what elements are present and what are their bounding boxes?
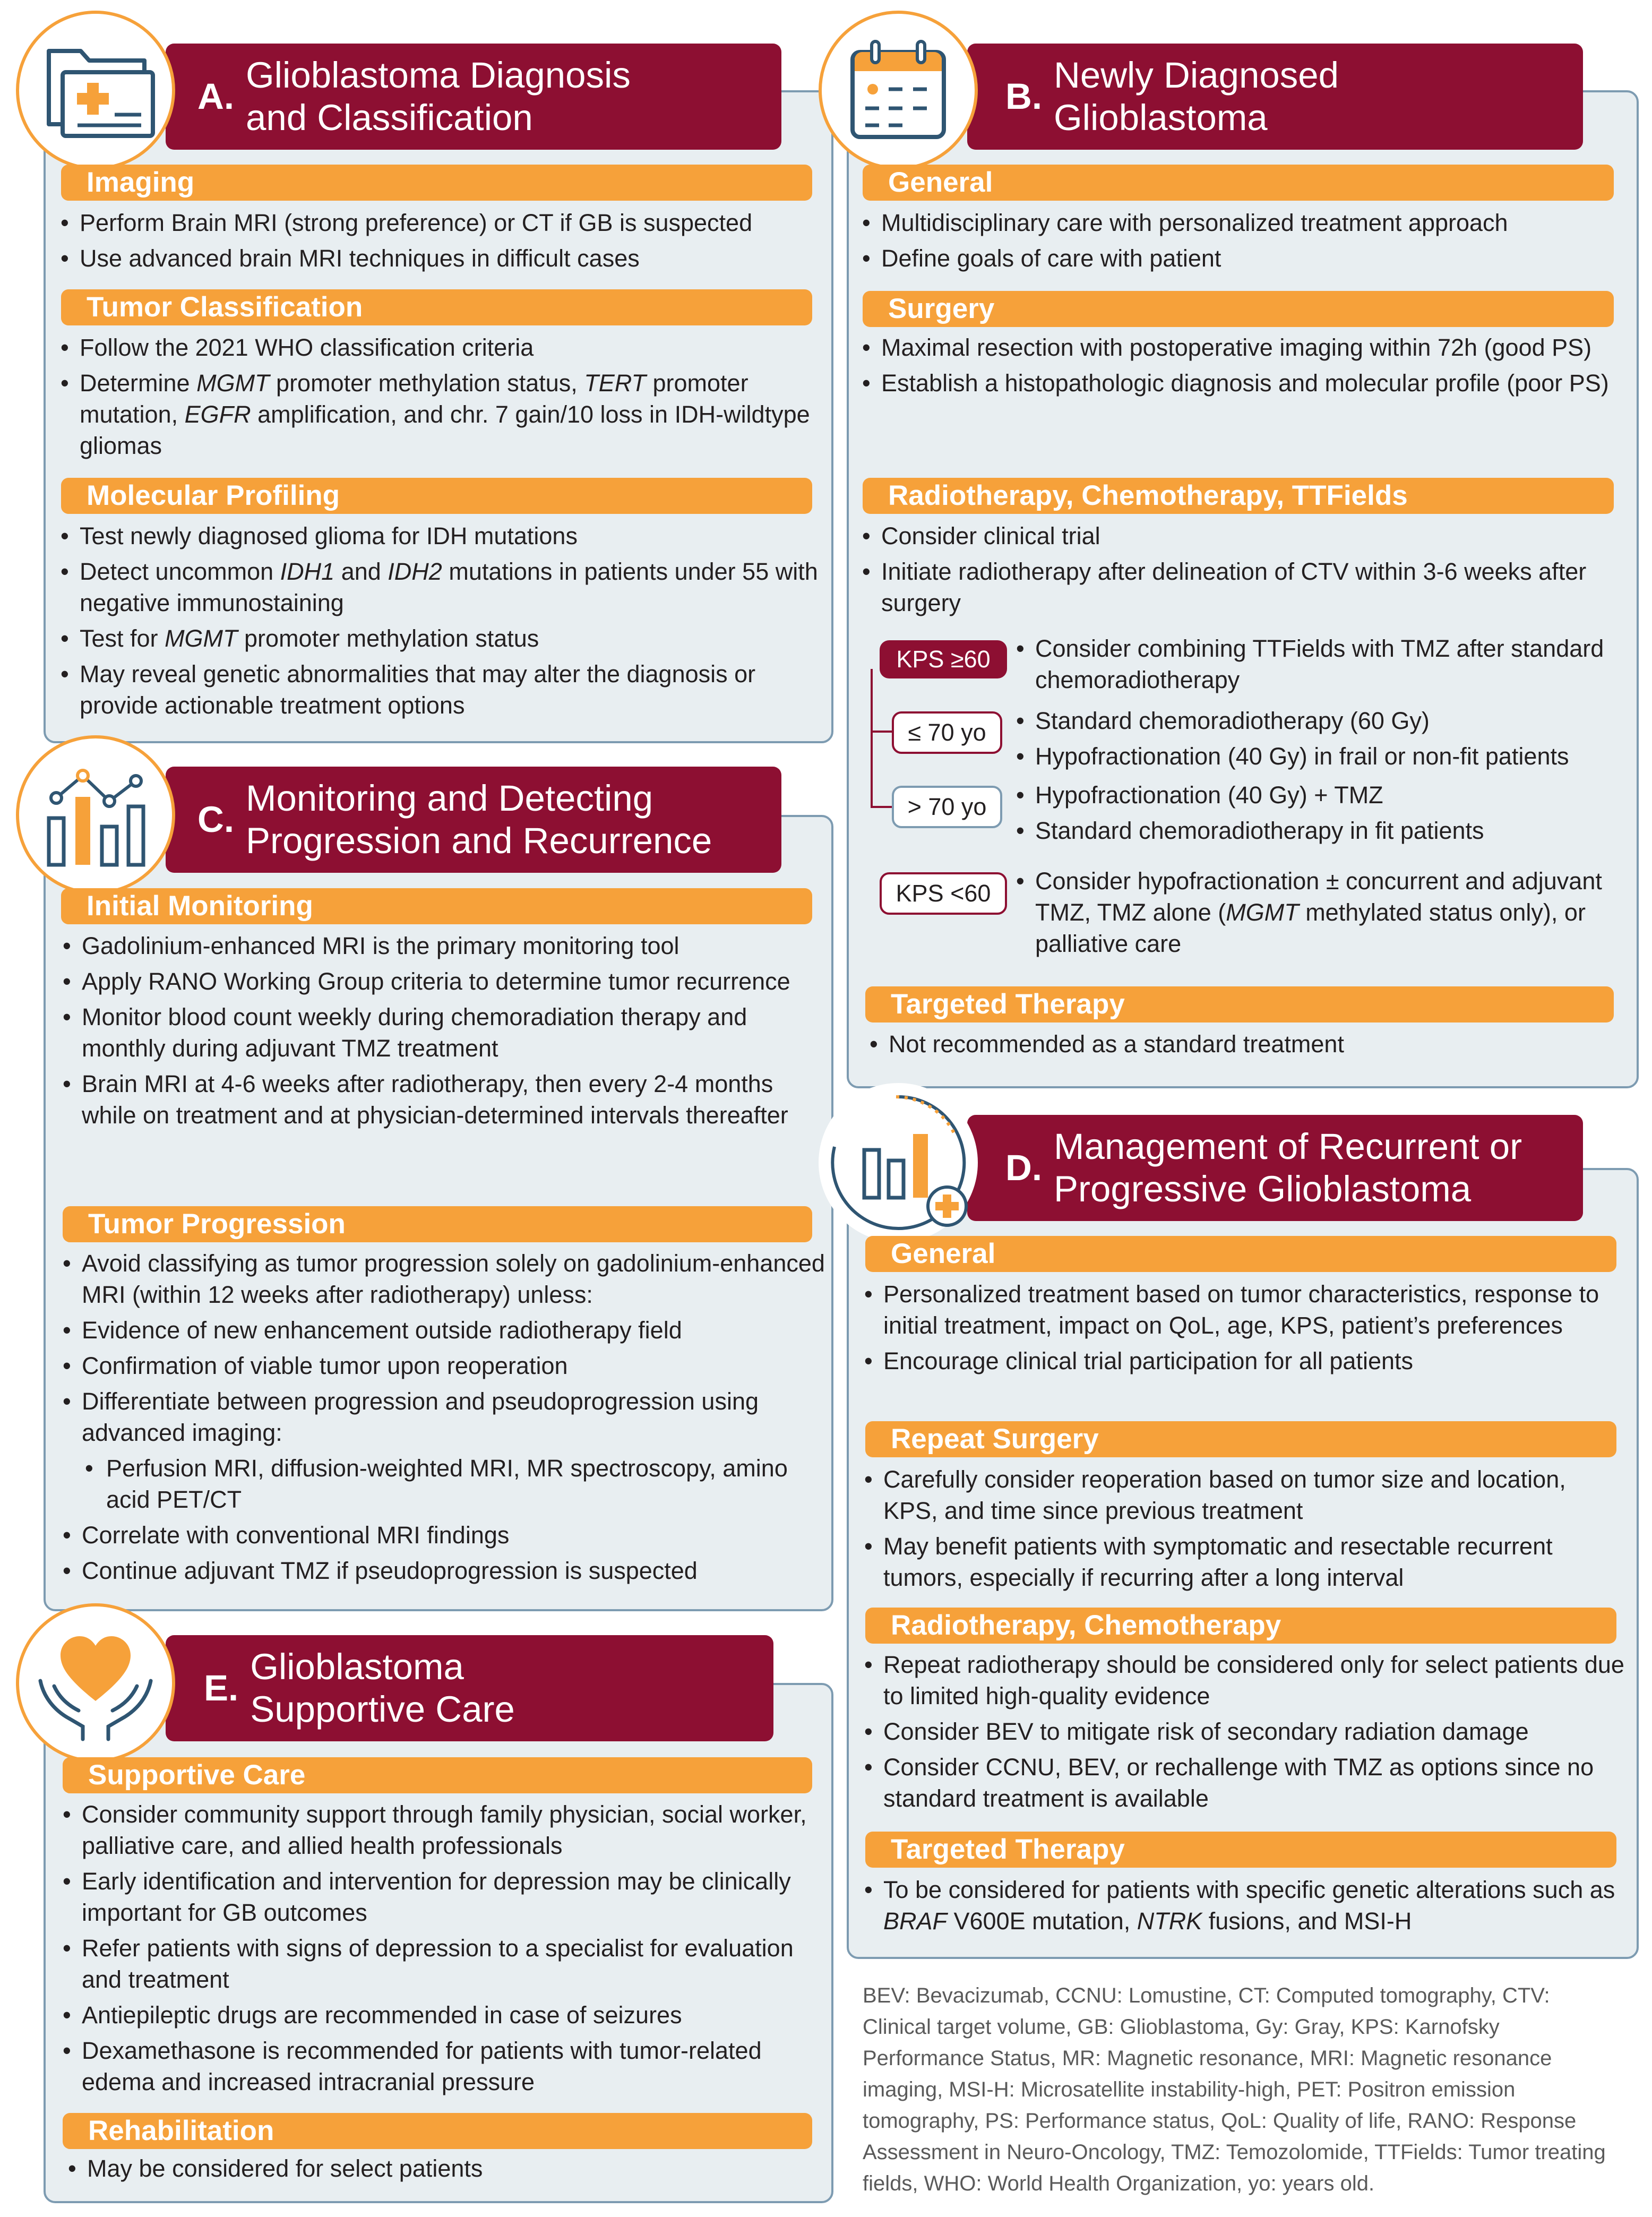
panel-c-icon-circle <box>16 735 175 895</box>
medical-folder-icon <box>19 14 172 167</box>
list-item: • Differentiate between progression and pseudoprogression using advanced imaging: <box>61 1386 825 1448</box>
panel-c-header <box>166 767 781 873</box>
list-item: • Establish a histopathologic diagnosis and molecular profile (poor PS) <box>860 367 1624 399</box>
rehabilitation-list <box>66 2153 825 2188</box>
list-item: • Correlate with conventional MRI findings <box>61 1519 825 1551</box>
list-item: • Test for MGMT promoter methylation status <box>58 623 823 654</box>
recurrent-chart-icon <box>822 1086 975 1239</box>
list-item: • Monitor blood count weekly during chemoradiation therapy and monthly during adjuvant TMZ treatment <box>61 1001 825 1064</box>
list-item: • Repeat radiotherapy should be considered only for select patients due to limited high-quality evidence <box>862 1649 1627 1712</box>
panel-a-letter: A. <box>197 76 234 117</box>
panel-a-header <box>166 44 781 150</box>
list-item: • Apply RANO Working Group criteria to determine tumor recurrence <box>61 966 825 997</box>
list-item: • Consider CCNU, BEV, or rechallenge with TMZ as options since no standard treatment is available <box>862 1751 1627 1814</box>
list-item: • Consider hypofractionation ± concurrent and adjuvant TMZ, TMZ alone (MGMT methylated status only), or palliative care <box>1014 865 1630 959</box>
age-gt70-list <box>1014 779 1630 850</box>
repeat-surgery-heading: Repeat Surgery <box>865 1421 1616 1457</box>
list-item: • Hypofractionation (40 Gy) + TMZ <box>1014 779 1630 811</box>
d-targeted-heading: Targeted Therapy <box>865 1832 1616 1868</box>
list-item: • Consider combining TTFields with TMZ after standard chemoradiotherapy <box>1014 633 1630 695</box>
list-item: • To be considered for patients with specific genetic alterations such as BRAF V600E mutation, NTRK fusions, and MSI-H <box>862 1874 1627 1937</box>
b-targeted-list <box>867 1028 1627 1064</box>
panel-b-header <box>967 44 1583 150</box>
panel-e-title-line1: Glioblastoma <box>250 1646 464 1687</box>
d-general-list <box>862 1278 1627 1381</box>
d-rt-heading: Radiotherapy, Chemotherapy <box>865 1608 1616 1644</box>
list-item: • Dexamethasone is recommended for patients with tumor-related edema and increased intracranial pressure <box>61 2035 825 2098</box>
list-item: • Consider BEV to mitigate risk of secondary radiation damage <box>862 1716 1627 1747</box>
list-item: • Avoid classifying as tumor progression solely on gadolinium-enhanced MRI (within 12 weeks after radiotherapy) unless: <box>61 1248 825 1310</box>
list-item: • Determine MGMT promoter methylation status, TERT promoter mutation, EGFR amplification, and chr. 7 gain/10 loss in IDH-wildtype gliomas <box>58 367 823 461</box>
b-rt-heading: Radiotherapy, Chemotherapy, TTFields <box>863 478 1614 514</box>
panel-d-header <box>967 1115 1583 1221</box>
d-targeted-list <box>862 1874 1627 1941</box>
panel-a-title-line2: and Classification <box>246 97 533 138</box>
list-item: • Early identification and intervention for depression may be clinically important for GB outcomes <box>61 1866 825 1928</box>
kps-ge60-badge: KPS ≥60 <box>880 640 1007 678</box>
list-item: • Refer patients with signs of depression to a specialist for evaluation and treatment <box>61 1932 825 1995</box>
kps-lt60-list <box>1014 865 1630 964</box>
list-item: • Standard chemoradiotherapy (60 Gy) <box>1014 705 1630 736</box>
list-item: • Encourage clinical trial participation for all patients <box>862 1345 1627 1377</box>
b-general-list <box>860 207 1624 278</box>
list-item: • Detect uncommon IDH1 and IDH2 mutations in patients under 55 with negative immunostaining <box>58 556 823 618</box>
tumor-classification-heading: Tumor Classification <box>61 289 812 325</box>
rehabilitation-heading: Rehabilitation <box>63 2113 812 2149</box>
panel-d-icon-circle <box>819 1083 978 1242</box>
panel-b-title-line2: Glioblastoma <box>1054 97 1268 138</box>
list-item: • Consider clinical trial <box>860 520 1624 552</box>
molecular-profiling-heading: Molecular Profiling <box>61 478 812 514</box>
imaging-list <box>58 207 823 278</box>
panel-c-title-line1: Monitoring and Detecting <box>246 778 653 819</box>
abbreviations-footnote: BEV: Bevacizumab, CCNU: Lomustine, CT: Computed tomography, CTV: Clinical target volume, GB: Glioblastoma, Gy: Gray, KPS: Karnofsky Performance Status, MR: Magnetic resonance, MRI: Magnetic resonance imaging, MSI-H: Microsatellite instability-high, PET: Positron emission tomography, PS: Performance status, QoL: Quality of life, RANO: Response Assessment in Neuro-Oncology, TMZ: Temozolomide, TTFields: Tumor treating fields, WHO: World Health Organization, yo: years old. <box>863 1984 1606 2195</box>
list-item: • Brain MRI at 4-6 weeks after radiotherapy, then every 2-4 months while on treatment and at physician-determined intervals thereafter <box>61 1068 825 1131</box>
d-rt-list <box>862 1649 1627 1818</box>
panel-b-title <box>1054 54 1339 139</box>
panel-e-title <box>250 1646 515 1731</box>
panel-e-header <box>166 1635 773 1741</box>
list-item: • Define goals of care with patient <box>860 243 1624 274</box>
list-item: • Follow the 2021 WHO classification criteria <box>58 332 823 363</box>
list-item: • Initiate radiotherapy after delineation of CTV within 3-6 weeks after surgery <box>860 556 1624 618</box>
list-item: • Antiepileptic drugs are recommended in case of seizures <box>61 1999 825 2031</box>
panel-c-title-line2: Progression and Recurrence <box>246 820 712 861</box>
b-rt-list <box>860 520 1624 623</box>
list-item: • Maximal resection with postoperative imaging within 72h (good PS) <box>860 332 1624 363</box>
b-general-heading: General <box>863 165 1614 201</box>
initial-monitoring-list <box>61 930 825 1135</box>
list-item: • Continue adjuvant TMZ if pseudoprogression is suspected <box>61 1555 825 1586</box>
list-item: • Test newly diagnosed glioma for IDH mutations <box>58 520 823 552</box>
heart-hands-icon <box>19 1606 172 1759</box>
kps-lt60-badge: KPS <60 <box>880 872 1007 915</box>
list-item: • Evidence of new enhancement outside radiotherapy field <box>61 1314 825 1346</box>
panel-a-title-line1: Glioblastoma Diagnosis <box>246 55 631 96</box>
panel-d-title-line2: Progressive Glioblastoma <box>1054 1168 1472 1209</box>
list-item: • Confirmation of viable tumor upon reoperation <box>61 1350 825 1381</box>
list-sub-item: • Perfusion MRI, diffusion-weighted MRI, MR spectroscopy, amino acid PET/CT <box>61 1453 825 1515</box>
panel-c-title <box>246 777 712 862</box>
list-item: • Multidisciplinary care with personalized treatment approach <box>860 207 1624 238</box>
repeat-surgery-list <box>862 1464 1627 1597</box>
tumor-progression-heading: Tumor Progression <box>63 1206 812 1242</box>
panel-e-title-line2: Supportive Care <box>250 1689 515 1730</box>
list-item: • May reveal genetic abnormalities that may alter the diagnosis or provide actionable treatment options <box>58 658 823 721</box>
tumor-classification-list <box>58 332 823 466</box>
list-item: • May be considered for select patients <box>66 2153 825 2184</box>
d-general-heading: General <box>865 1236 1616 1272</box>
b-surgery-list <box>860 332 1624 403</box>
initial-monitoring-heading: Initial Monitoring <box>61 888 812 924</box>
list-item: • Perform Brain MRI (strong preference) or CT if GB is suspected <box>58 207 823 238</box>
b-targeted-heading: Targeted Therapy <box>865 986 1614 1022</box>
panel-b-title-line1: Newly Diagnosed <box>1054 55 1339 96</box>
panel-a-title <box>246 54 631 139</box>
list-item: • Personalized treatment based on tumor characteristics, response to initial treatment, impact on QoL, age, KPS, patient’s preferences <box>862 1278 1627 1341</box>
panel-c-letter: C. <box>197 799 234 840</box>
bar-chart-trend-icon <box>19 738 172 891</box>
molecular-profiling-list <box>58 520 823 725</box>
list-item: • Use advanced brain MRI techniques in difficult cases <box>58 243 823 274</box>
supportive-care-list <box>61 1799 825 2102</box>
panel-d-letter: D. <box>1005 1147 1042 1188</box>
supportive-care-heading: Supportive Care <box>63 1757 812 1793</box>
age-le70-badge: ≤ 70 yo <box>892 711 1002 754</box>
panel-e-letter: E. <box>204 1668 239 1708</box>
calendar-icon <box>822 14 975 167</box>
panel-d-title-line1: Management of Recurrent or <box>1054 1126 1522 1167</box>
imaging-heading: Imaging <box>61 165 812 201</box>
list-item: • May benefit patients with symptomatic and resectable recurrent tumors, especially if recurring after a long interval <box>862 1531 1627 1593</box>
list-item: • Gadolinium-enhanced MRI is the primary monitoring tool <box>61 930 825 961</box>
list-item: • Consider community support through family physician, social worker, palliative care, and allied health professionals <box>61 1799 825 1861</box>
panel-b-icon-circle <box>819 11 978 170</box>
age-le70-list <box>1014 705 1630 776</box>
tumor-progression-list <box>61 1248 825 1591</box>
panel-b-letter: B. <box>1005 76 1042 117</box>
panel-a-icon-circle <box>16 11 175 170</box>
list-item: • Not recommended as a standard treatment <box>867 1028 1627 1060</box>
panel-d-title <box>1054 1125 1522 1210</box>
list-item: • Carefully consider reoperation based on tumor size and location, KPS, and time since previous treatment <box>862 1464 1627 1526</box>
kps-ge60-list <box>1014 633 1630 700</box>
b-surgery-heading: Surgery <box>863 291 1614 327</box>
panel-e-icon-circle <box>16 1603 175 1763</box>
age-gt70-badge: > 70 yo <box>892 786 1002 828</box>
list-item: • Hypofractionation (40 Gy) in frail or non-fit patients <box>1014 741 1630 772</box>
list-item: • Standard chemoradiotherapy in fit patients <box>1014 815 1630 846</box>
